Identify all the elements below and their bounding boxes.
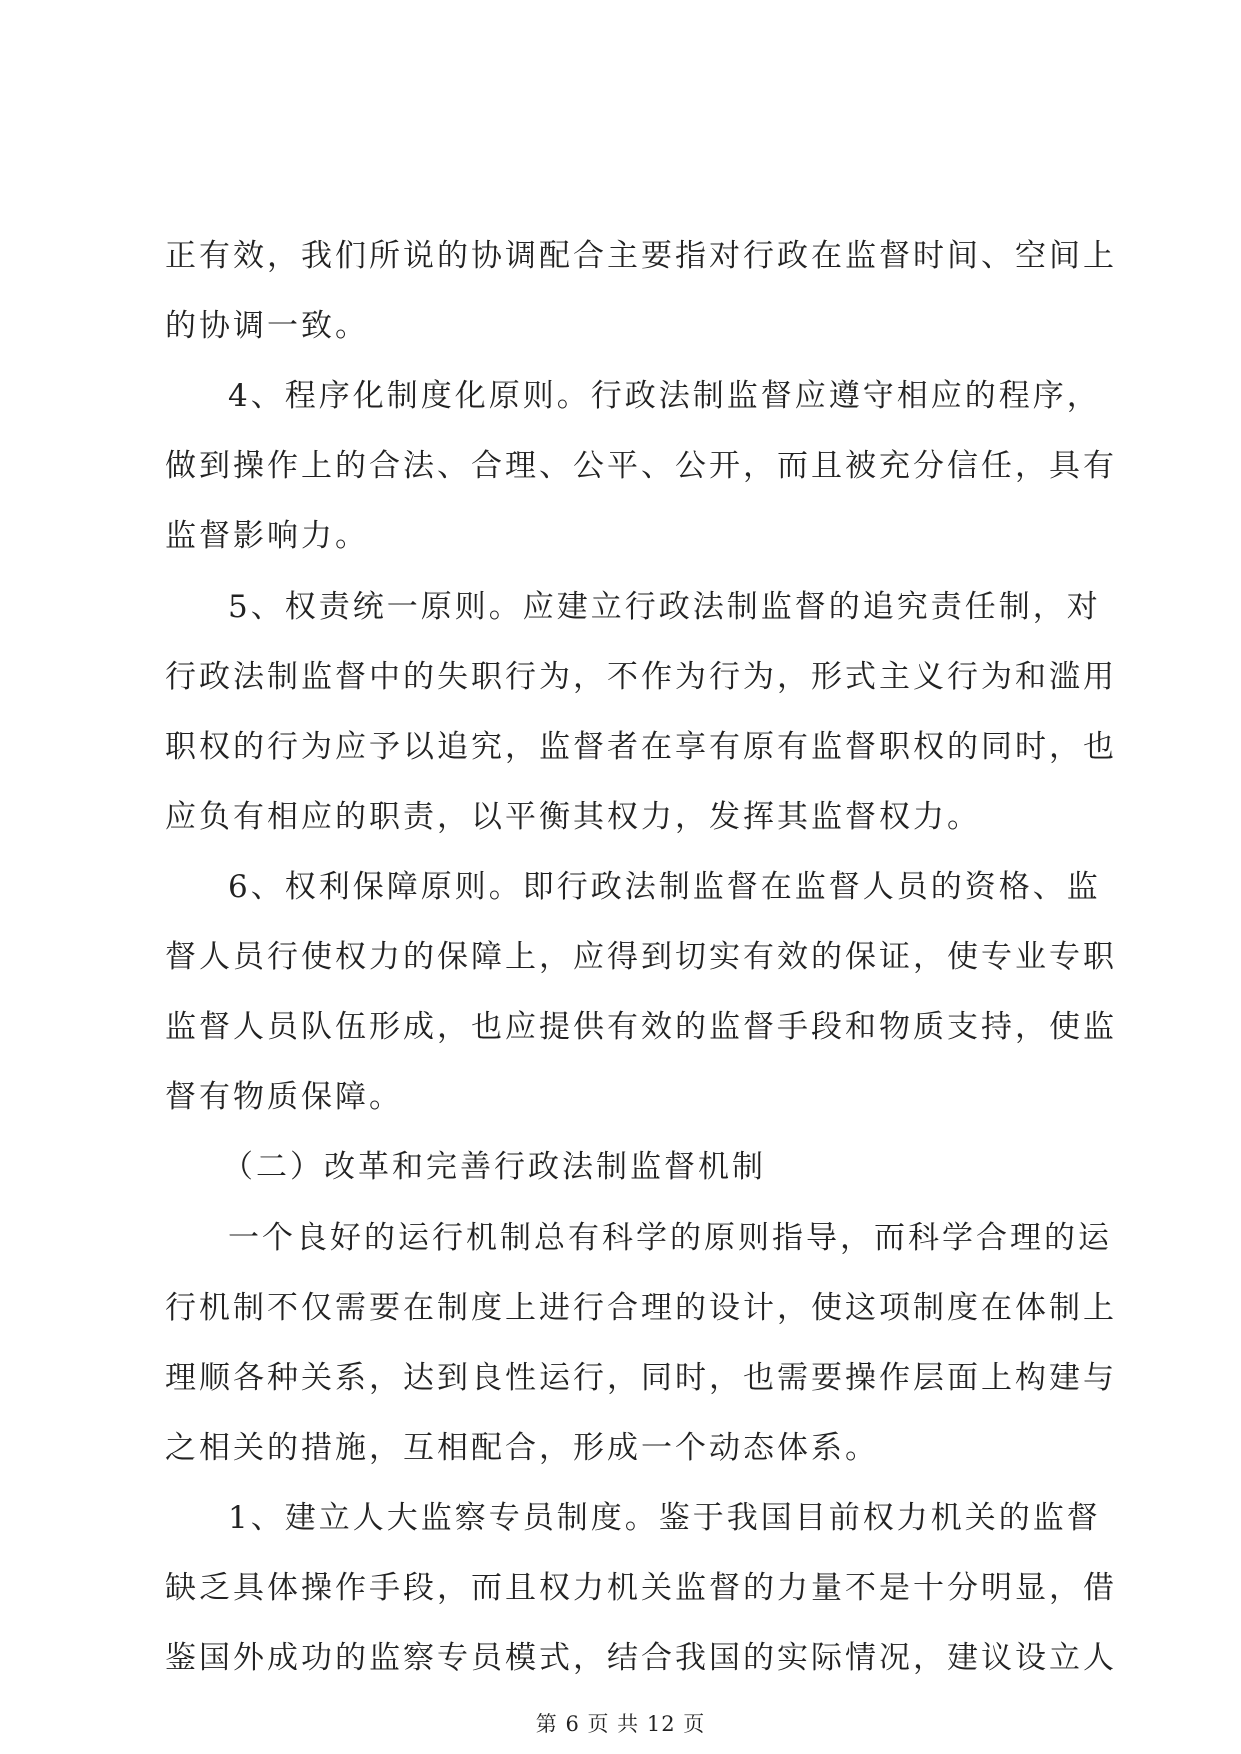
body-text-line: 督有物质保障。 bbox=[165, 1079, 403, 1115]
item-6-heading-line: 6、权利保障原则。即行政法制监督在监督人员的资格、监 bbox=[228, 869, 1101, 905]
body-text-line: 的协调一致。 bbox=[165, 308, 369, 344]
body-text-line: 做到操作上的合法、合理、公平、公开，而且被充分信任，具有 bbox=[165, 448, 1117, 484]
page-number-footer: 第 6 页 共 12 页 bbox=[535, 1712, 706, 1736]
body-text-line: 职权的行为应予以追究，监督者在享有原有监督职权的同时，也 bbox=[165, 729, 1117, 765]
body-text-line: 正有效，我们所说的协调配合主要指对行政在监督时间、空间上 bbox=[165, 238, 1117, 274]
item-5-heading-line: 5、权责统一原则。应建立行政法制监督的追究责任制，对 bbox=[228, 589, 1101, 625]
body-text-line: 理顺各种关系，达到良性运行，同时，也需要操作层面上构建与 bbox=[165, 1360, 1117, 1396]
item-1-heading-line: 1、建立人大监察专员制度。鉴于我国目前权力机关的监督 bbox=[228, 1500, 1101, 1536]
body-text-line: 督人员行使权力的保障上，应得到切实有效的保证，使专业专职 bbox=[165, 939, 1117, 975]
body-text-line: 缺乏具体操作手段，而且权力机关监督的力量不是十分明显，借 bbox=[165, 1570, 1117, 1606]
body-text-line: 监督影响力。 bbox=[165, 518, 369, 554]
body-text-line: 行政法制监督中的失职行为，不作为行为，形式主义行为和滥用 bbox=[165, 659, 1117, 695]
section-heading: （二）改革和完善行政法制监督机制 bbox=[222, 1149, 766, 1185]
body-text-line: 一个良好的运行机制总有科学的原则指导，而科学合理的运 bbox=[228, 1220, 1112, 1256]
body-text-line: 行机制不仅需要在制度上进行合理的设计，使这项制度在体制上 bbox=[165, 1290, 1117, 1326]
body-text-line: 鉴国外成功的监察专员模式，结合我国的实际情况，建议设立人 bbox=[165, 1640, 1117, 1676]
body-text-line: 监督人员队伍形成，也应提供有效的监督手段和物质支持，使监 bbox=[165, 1009, 1117, 1045]
item-4-heading-line: 4、程序化制度化原则。行政法制监督应遵守相应的程序， bbox=[228, 378, 1101, 414]
body-text-line: 之相关的措施，互相配合，形成一个动态体系。 bbox=[165, 1430, 879, 1466]
body-text-line: 应负有相应的职责，以平衡其权力，发挥其监督权力。 bbox=[165, 799, 981, 835]
